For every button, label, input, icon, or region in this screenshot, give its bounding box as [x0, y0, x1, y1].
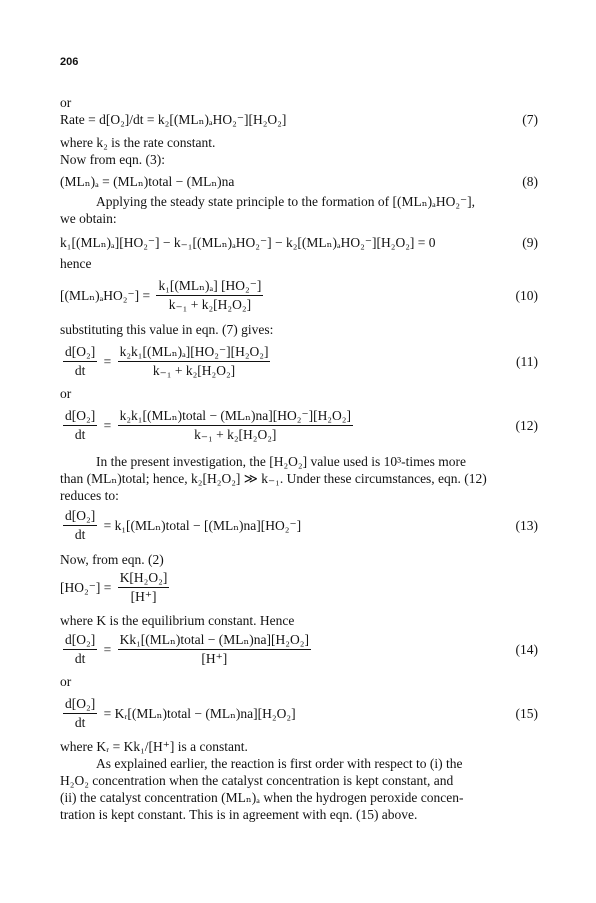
- equation-ho2: [60, 570, 538, 605]
- text-present-line3: reduces to:: [60, 488, 119, 503]
- equation-10: [60, 278, 538, 313]
- equation-number: (12): [515, 418, 538, 433]
- text-explained-line4: tration is kept constant. This is in agreement with eqn. (15) above.: [60, 807, 418, 822]
- equation-rhs: = Kᵣ[(MLₙ)total − (MLₙ)na][H₂O₂]: [103, 705, 296, 721]
- fraction: [118, 344, 271, 379]
- text-or: or: [60, 95, 72, 110]
- fraction-numerator: K[H₂O₂]: [118, 570, 170, 588]
- equation-number: (9): [522, 235, 538, 250]
- equation-body: Rate = d[O₂]/dt = k₂[(MLₙ)ₐHO₂⁻][H₂O₂]: [60, 112, 287, 127]
- fraction-denominator: [H⁺]: [201, 651, 228, 666]
- equation-rhs: = k₁[(MLₙ)total − [(MLₙ)na][HO₂⁻]: [103, 517, 302, 533]
- equation-8: [60, 174, 538, 190]
- fraction-numerator: k₂k₁[(MLₙ)total − (MLₙ)na][HO₂⁻][H₂O₂]: [118, 408, 353, 426]
- equation-11: [60, 344, 538, 379]
- text-where-K: where K is the equilibrium constant. Hence: [60, 613, 295, 628]
- text-present-line1: In the present investigation, the [H₂O₂] value used is 10³-times more: [96, 454, 466, 469]
- text-applying-line1: Applying the steady state principle to the formation of [(MLₙ)ₐHO₂⁻],: [96, 194, 476, 209]
- equation-lhs: [HO₂⁻] =: [60, 579, 112, 595]
- text-substituting: substituting this value in eqn. (7) gives:: [60, 322, 274, 337]
- text-now-eqn2: Now, from eqn. (2): [60, 552, 164, 567]
- equation-number: (14): [515, 642, 538, 657]
- page-number: 206: [60, 56, 79, 68]
- text-or: or: [60, 674, 72, 689]
- fraction-denominator: dt: [74, 651, 86, 666]
- fraction-denominator: [H⁺]: [130, 589, 157, 604]
- fraction: [118, 408, 353, 443]
- equals-sign: =: [103, 417, 112, 433]
- derivative-fraction: [63, 344, 97, 379]
- text-or: or: [60, 386, 72, 401]
- fraction: [118, 570, 170, 605]
- fraction: [118, 632, 311, 667]
- fraction-numerator: d[O₂]: [63, 696, 97, 714]
- equation-14: [60, 632, 538, 667]
- text-explained-line1: As explained earlier, the reaction is first order with respect to (i) the: [96, 756, 463, 771]
- text-where-Kr: where Kᵣ = Kk₁/[H⁺] is a constant.: [60, 739, 248, 754]
- text-where-k2: where k₂ is the rate constant.: [60, 135, 216, 150]
- text-explained-line2: H₂O₂ concentration when the catalyst concentration is kept constant, and: [60, 773, 454, 788]
- derivative-fraction: [63, 408, 97, 443]
- equation-12: [60, 408, 538, 443]
- fraction-denominator: dt: [74, 427, 86, 442]
- equation-number: (15): [515, 706, 538, 721]
- fraction-denominator: dt: [74, 715, 86, 730]
- equation-number: (10): [515, 288, 538, 303]
- text-now-eqn3: Now from eqn. (3):: [60, 152, 165, 167]
- text-present-line2: than (MLₙ)total; hence, k₂[H₂O₂] ≫ k₋₁. Under these circumstances, eqn. (12): [60, 471, 487, 486]
- fraction-numerator: d[O₂]: [63, 508, 97, 526]
- fraction: [156, 278, 263, 313]
- fraction-denominator: dt: [74, 363, 86, 378]
- derivative-fraction: [63, 508, 97, 543]
- fraction-numerator: d[O₂]: [63, 408, 97, 426]
- derivative-fraction: [63, 632, 97, 667]
- equation-15: [60, 696, 538, 731]
- fraction-numerator: d[O₂]: [63, 632, 97, 650]
- fraction-denominator: dt: [74, 527, 86, 542]
- text-hence: hence: [60, 256, 92, 271]
- equation-number: (7): [522, 112, 538, 127]
- equation-number: (8): [522, 174, 538, 189]
- equation-body: (MLₙ)ₐ = (MLₙ)total − (MLₙ)na: [60, 174, 235, 189]
- derivative-fraction: [63, 696, 97, 731]
- equation-body: k₁[(MLₙ)ₐ][HO₂⁻] − k₋₁[(MLₙ)ₐHO₂⁻] − k₂[(MLₙ)ₐHO₂⁻][H₂O₂] = 0: [60, 235, 436, 250]
- fraction-numerator: k₂k₁[(MLₙ)ₐ][HO₂⁻][H₂O₂]: [118, 344, 271, 362]
- text-applying-line2: we obtain:: [60, 211, 117, 226]
- equation-number: (13): [515, 518, 538, 533]
- fraction-denominator: k₋₁ + k₂[H₂O₂]: [152, 363, 236, 378]
- fraction-numerator: d[O₂]: [63, 344, 97, 362]
- equation-number: (11): [516, 354, 538, 369]
- equation-7: [60, 112, 538, 128]
- equation-9: [60, 235, 538, 251]
- equals-sign: =: [103, 641, 112, 657]
- equation-13: [60, 508, 538, 543]
- equation-lhs: [(MLₙ)ₐHO₂⁻] =: [60, 287, 151, 303]
- fraction-denominator: k₋₁ + k₂[H₂O₂]: [194, 427, 277, 442]
- text-explained-line3: (ii) the catalyst concentration (MLₙ)ₐ when the hydrogen peroxide concen-: [60, 790, 464, 805]
- fraction-numerator: Kk₁[(MLₙ)total − (MLₙ)na][H₂O₂]: [118, 632, 311, 650]
- fraction-denominator: k₋₁ + k₂[H₂O₂]: [168, 297, 252, 312]
- equals-sign: =: [103, 353, 112, 369]
- fraction-numerator: k₁[(MLₙ)ₐ] [HO₂⁻]: [156, 278, 263, 296]
